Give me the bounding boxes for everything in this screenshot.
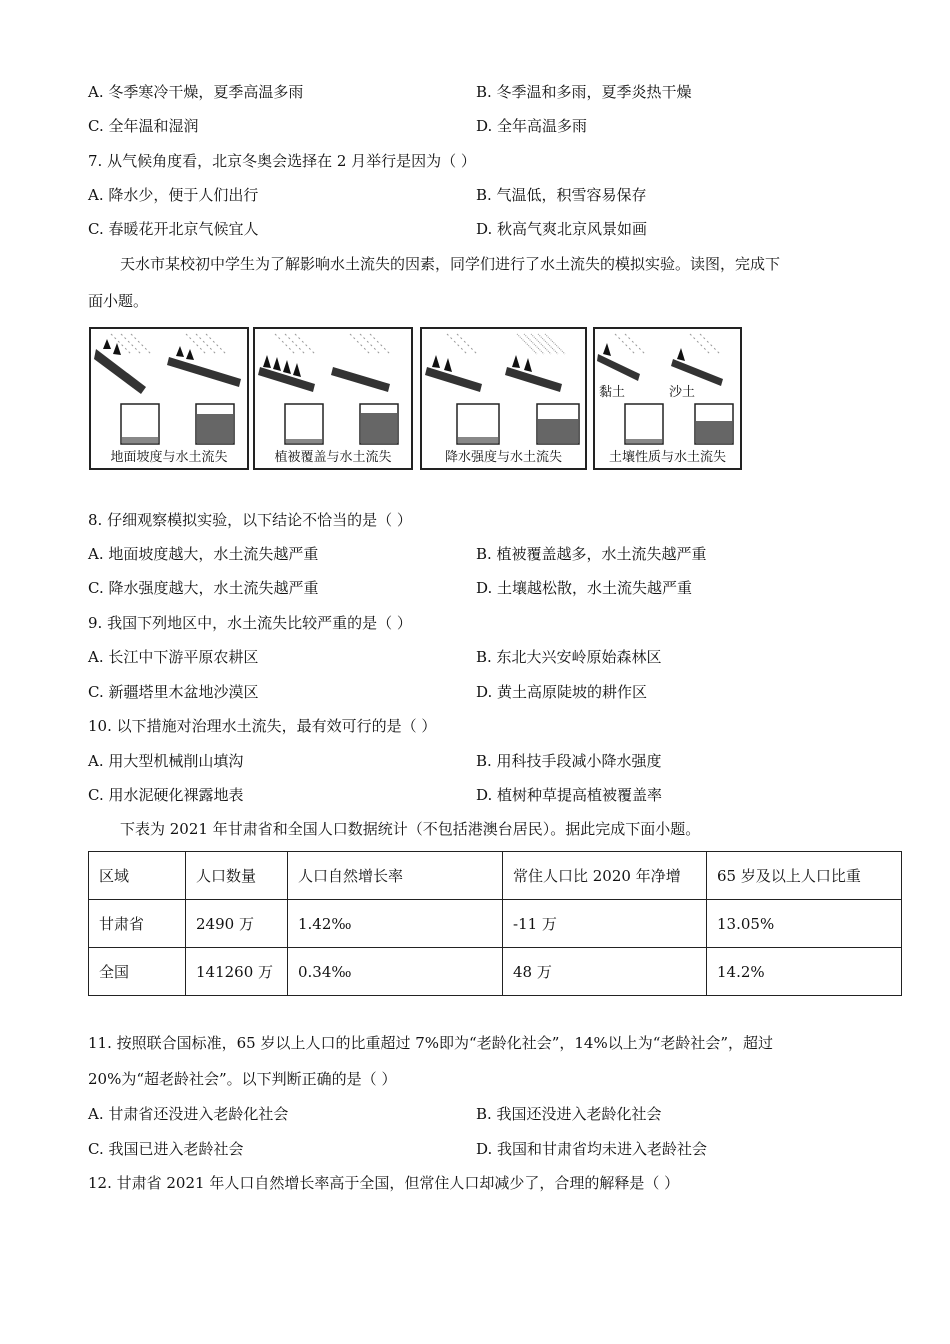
table-cell: 141260 万 — [186, 948, 288, 996]
q11-stem-line2: 20%为“超老龄社会”。以下判断正确的是（ ） — [88, 1070, 397, 1088]
figure-caption-slope: 地面坡度与水土流失 — [110, 450, 228, 465]
table-header-cell: 区域 — [89, 852, 186, 900]
q8-option-d: D. 土壤越松散，水土流失越严重 — [476, 579, 693, 597]
q9-option-a: A. 长江中下游平原农耕区 — [88, 648, 259, 666]
q9-option-c: C. 新疆塔里木盆地沙漠区 — [88, 683, 259, 701]
table-cell: 13.05% — [707, 900, 902, 948]
q11-option-a: A. 甘肃省还没进入老龄化社会 — [88, 1105, 289, 1123]
table-header-cell: 人口自然增长率 — [288, 852, 503, 900]
q10-option-d: D. 植树种草提高植被覆盖率 — [476, 786, 663, 804]
figure-panel-vegetation — [253, 327, 413, 470]
q6-option-d: D. 全年高温多雨 — [476, 117, 588, 135]
q11-option-d: D. 我国和甘肃省均未进入老龄社会 — [476, 1140, 708, 1158]
q7-option-c: C. 春暖花开北京气候宜人 — [88, 220, 259, 238]
q8-option-a: A. 地面坡度越大，水土流失越严重 — [88, 545, 319, 563]
q6-option-b: B. 冬季温和多雨，夏季炎热干燥 — [476, 83, 692, 101]
intro1-line1: 天水市某校初中学生为了解影响水土流失的因素，同学们进行了水土流失的模拟实验。读图，完成下 — [120, 255, 781, 273]
soil-label-sand: 沙土 — [669, 385, 696, 400]
table-header-cell: 65 岁及以上人口比重 — [707, 852, 902, 900]
figure-caption-rainfall: 降水强度与水土流失 — [444, 450, 562, 465]
q11-option-b: B. 我国还没进入老龄化社会 — [476, 1105, 662, 1123]
q10-option-b: B. 用科技手段减小降水强度 — [476, 752, 662, 770]
q6-option-a: A. 冬季寒冷干燥，夏季高温多雨 — [88, 83, 304, 101]
q7-stem: 7. 从气候角度看，北京冬奥会选择在 2 月举行是因为（ ） — [88, 152, 476, 170]
table-row — [89, 948, 902, 996]
figure-caption-vegetation: 植被覆盖与水土流失 — [274, 450, 392, 465]
q7-option-d: D. 秋高气爽北京风景如画 — [476, 220, 648, 238]
intro2: 下表为 2021 年甘肃省和全国人口数据统计（不包括港澳台居民）。据此完成下面小题。 — [120, 820, 701, 838]
table-cell: 0.34‰ — [288, 948, 503, 996]
q9-option-b: B. 东北大兴安岭原始森林区 — [476, 648, 662, 666]
figure-caption-soil: 土壤性质与水土流失 — [608, 450, 726, 465]
table-cell: 全国 — [89, 948, 186, 996]
q12-stem: 12. 甘肃省 2021 年人口自然增长率高于全国，但常住人口却减少了，合理的解释是（ ） — [88, 1174, 680, 1192]
q7-option-b: B. 气温低，积雪容易保存 — [476, 186, 647, 204]
table-header-cell: 人口数量 — [186, 852, 288, 900]
q8-stem: 8. 仔细观察模拟实验，以下结论不恰当的是（ ） — [88, 511, 412, 529]
table-cell: 2490 万 — [186, 900, 288, 948]
table-cell: 14.2% — [707, 948, 902, 996]
q9-option-d: D. 黄土高原陡坡的耕作区 — [476, 683, 648, 701]
q9-stem: 9. 我国下列地区中，水土流失比较严重的是（ ） — [88, 614, 412, 632]
q8-option-c: C. 降水强度越大，水土流失越严重 — [88, 579, 319, 597]
q11-stem-line1: 11. 按照联合国标准，65 岁以上人口的比重超过 7%即为“老龄化社会”，14%以上为“老龄社会”，超过 — [88, 1034, 774, 1052]
figure-panel-rainfall — [420, 327, 587, 470]
soil-label-clay: 黏土 — [599, 385, 626, 400]
table-header-row — [89, 852, 902, 900]
table-cell: 甘肃省 — [89, 900, 186, 948]
q10-option-c: C. 用水泥硬化裸露地表 — [88, 786, 244, 804]
q10-stem: 10. 以下措施对治理水土流失，最有效可行的是（ ） — [88, 717, 437, 735]
figure-panel-slope — [89, 327, 249, 470]
table-cell: -11 万 — [503, 900, 707, 948]
figure-panel-soil — [593, 327, 742, 470]
table-cell: 1.42‰ — [288, 900, 503, 948]
q10-option-a: A. 用大型机械削山填沟 — [88, 752, 244, 770]
table-row — [89, 900, 902, 948]
q8-option-b: B. 植被覆盖越多，水土流失越严重 — [476, 545, 707, 563]
table-header-cell: 常住人口比 2020 年净增 — [503, 852, 707, 900]
table-cell: 48 万 — [503, 948, 707, 996]
intro1-line2: 面小题。 — [88, 292, 149, 310]
q11-option-c: C. 我国已进入老龄社会 — [88, 1140, 244, 1158]
q6-option-c: C. 全年温和湿润 — [88, 117, 199, 135]
population-table — [88, 851, 902, 996]
q7-option-a: A. 降水少，便于人们出行 — [88, 186, 259, 204]
